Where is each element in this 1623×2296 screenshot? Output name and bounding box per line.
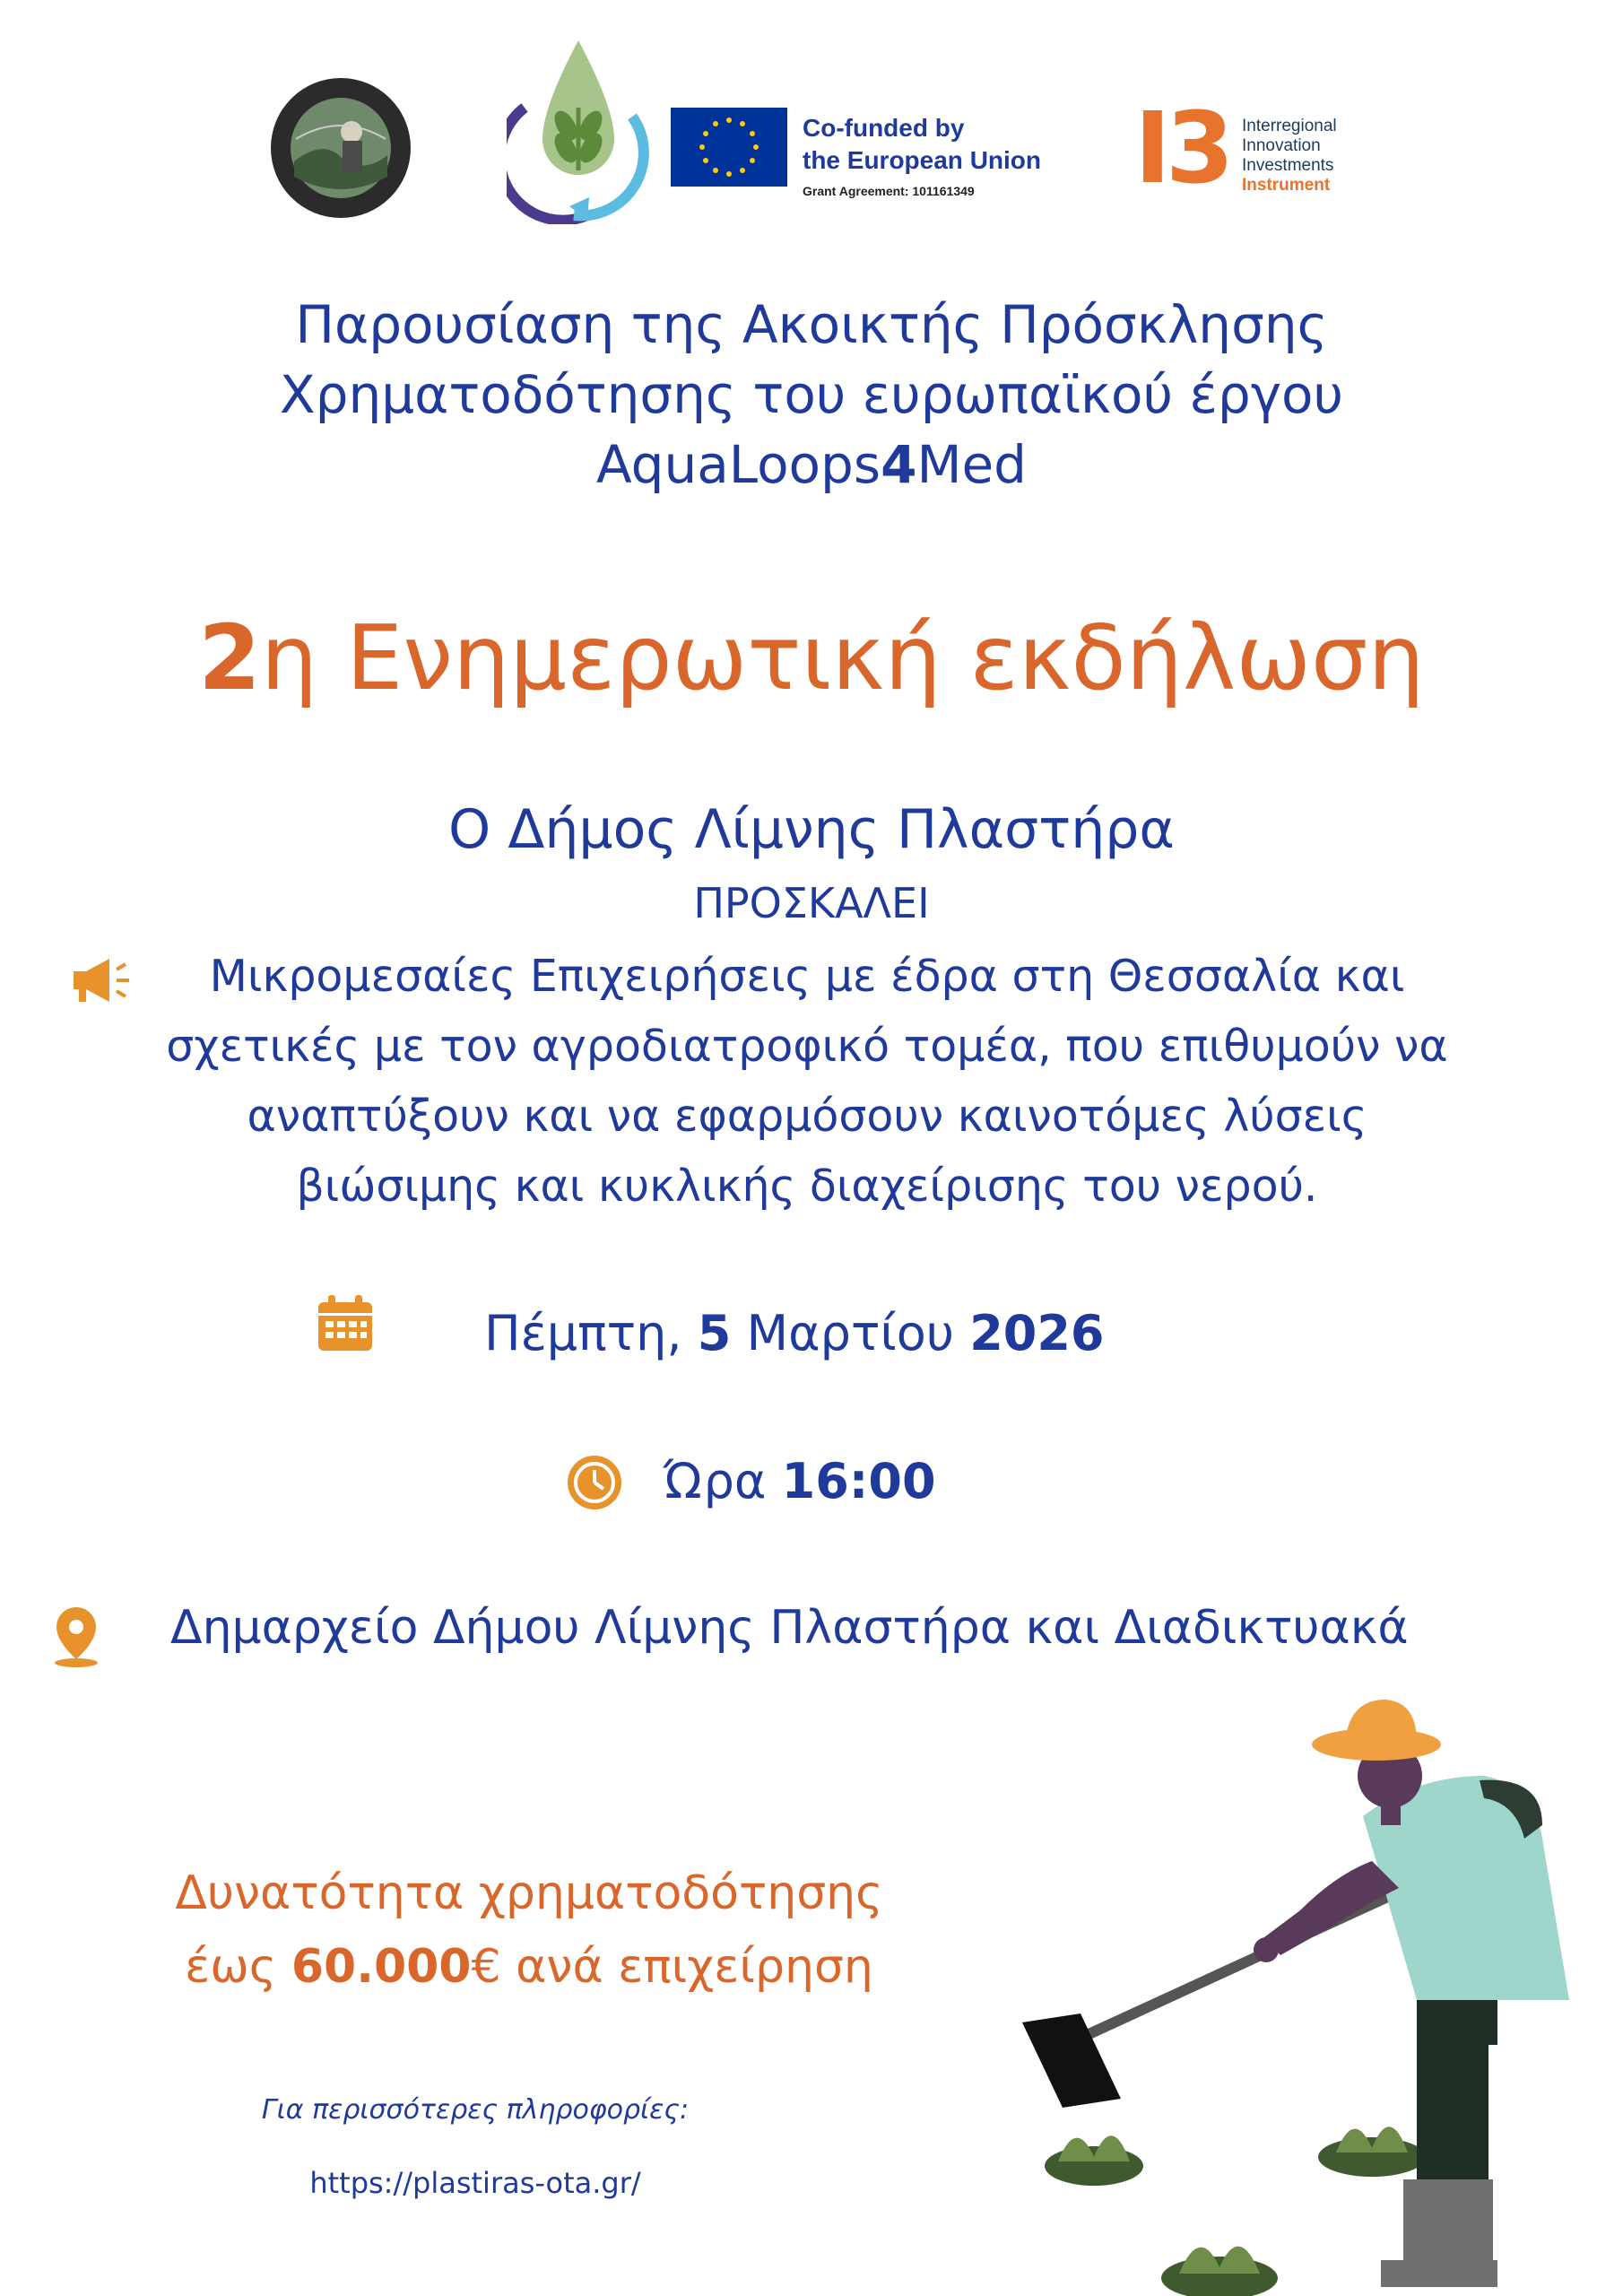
- eu-cofunded-line1: Co-funded by: [803, 114, 965, 142]
- funding-pre: έως: [185, 1940, 291, 1994]
- more-info-label: Για περισσότερες πληροφορίες:: [261, 2094, 690, 2126]
- water-drop-leaf-icon: [507, 36, 650, 224]
- i3-line4: Instrument: [1242, 176, 1331, 195]
- grant-agreement: Grant Agreement: 101161349: [803, 184, 975, 198]
- invitation-text: [90, 942, 1524, 1222]
- funding-line2: [36, 1930, 1022, 2004]
- farmer-illustration: [995, 1668, 1623, 2296]
- date-day: Πέμπτη,: [484, 1305, 698, 1361]
- date-daynum: 5: [697, 1305, 732, 1361]
- i3-mark: I3: [1134, 91, 1229, 205]
- event-number: 2: [198, 605, 261, 710]
- invitation-verb: ΠΡΟΣΚΑΛΕΙ: [693, 879, 930, 927]
- invitation-host: Ο Δήμος Λίμνης Πλαστήρα: [448, 798, 1175, 861]
- date-year: 2026: [969, 1305, 1105, 1361]
- eu-cofunded-line2: the European Union: [803, 146, 1041, 174]
- title-line3: [0, 429, 1623, 500]
- plant-icon: [1045, 2135, 1143, 2186]
- invitation-line4: βιώσιμης και κυκλικής διαχείρισης του νερού.: [296, 1161, 1318, 1212]
- funding-post: € ανά επιχείρηση: [471, 1940, 873, 1994]
- title-line1: Παρουσίαση της Ακοικτής Πρόσκλησης: [295, 294, 1328, 355]
- invitation-line1: Μικρομεσαίες Επιχειρήσεις με έδρα στη Θεσσαλία και: [209, 951, 1405, 1002]
- funding-line1: Δυνατότητα χρηματοδότησης: [175, 1866, 883, 1920]
- i3-line1: Interregional: [1242, 117, 1337, 135]
- clock-icon: [565, 1453, 624, 1512]
- event-heading: [0, 605, 1623, 710]
- invitation-line2: σχετικές με τον αγροδιατροφικό τομέα, που επιθυμούν να: [166, 1021, 1448, 1072]
- event-date: [484, 1305, 1104, 1361]
- website-link[interactable]: https://plastiras-ota.gr/: [309, 2166, 641, 2200]
- time-value: 16:00: [781, 1453, 936, 1509]
- title-line2: Χρηματοδότησης του ευρωπαϊκού έργου: [279, 364, 1344, 425]
- funding-info: [36, 1857, 1022, 2004]
- project-name-a: AquaLoops: [596, 434, 881, 495]
- event-time: [664, 1453, 936, 1509]
- project-name-c: Med: [916, 434, 1027, 495]
- calendar-icon: [316, 1293, 375, 1352]
- date-month: Μαρτίου: [731, 1305, 970, 1361]
- event-text: η Ενημερωτική εκδήλωση: [260, 605, 1425, 710]
- event-venue: Δημαρχείο Δήμου Λίμνης Πλαστήρα και Διαδικτυακά: [170, 1601, 1409, 1655]
- i3-logo: [1134, 91, 1242, 205]
- i3-line3: Investments: [1242, 156, 1334, 175]
- municipality-seal-icon: [269, 76, 412, 220]
- eu-flag-icon: [671, 108, 787, 187]
- i3-line2: Innovation: [1242, 136, 1321, 155]
- project-name-4: 4: [881, 434, 917, 495]
- time-label: Ώρα: [664, 1453, 782, 1509]
- location-pin-icon: [49, 1605, 103, 1668]
- funding-amount: 60.000: [291, 1940, 472, 1994]
- invitation-line3: αναπτύξουν και να εφαρμόσουν καινοτόμες λύσεις: [247, 1091, 1367, 1142]
